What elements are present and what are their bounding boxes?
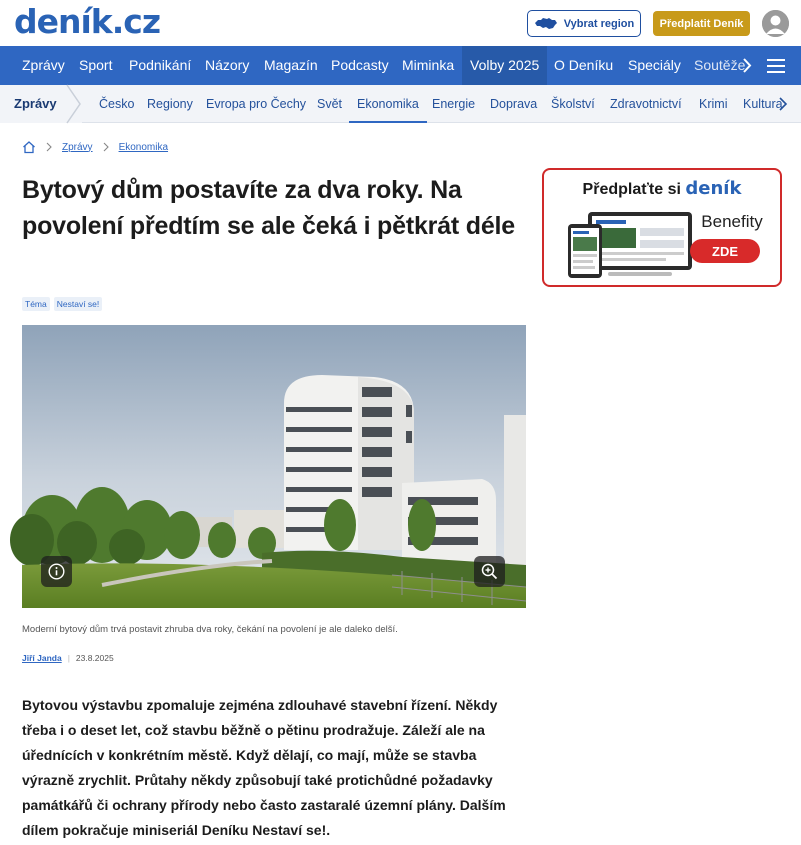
ad-brand: deník bbox=[685, 178, 742, 199]
subnav-item-doprava[interactable]: Doprava bbox=[490, 97, 538, 111]
subnav-item-cesko[interactable]: Česko bbox=[99, 97, 135, 111]
ad-head-text: Předplaťte si bbox=[582, 181, 681, 198]
select-region-button[interactable] bbox=[527, 10, 641, 37]
main-navigation bbox=[0, 46, 801, 85]
ad-benefity: Benefity bbox=[701, 212, 763, 231]
article-byline bbox=[22, 653, 114, 663]
user-avatar-icon[interactable] bbox=[762, 10, 789, 37]
nav-item-zpravy[interactable]: Zprávy bbox=[22, 57, 65, 73]
section-arrow-icon bbox=[66, 85, 82, 123]
subnav-scroll-right-icon[interactable] bbox=[778, 96, 788, 112]
nav-item-sport[interactable]: Sport bbox=[79, 57, 113, 73]
select-region-label: Vybrat region bbox=[563, 17, 635, 30]
publish-date: 23.8.2025 bbox=[75, 653, 114, 663]
nav-item-o-deniku[interactable]: O Deníku bbox=[554, 57, 614, 73]
ad-cta-button[interactable]: ZDE bbox=[690, 239, 760, 263]
subnav-item-zdravotnictvi[interactable]: Zdravotnictví bbox=[610, 97, 682, 111]
site-logo[interactable]: deník.cz bbox=[14, 2, 161, 41]
subscribe-button[interactable]: Předplatit Deník bbox=[653, 11, 750, 36]
article-perex: Bytovou výstavbu zpomaluje zejména zdlouhavé stavební řízení. Někdy třeba i o deset let, což stavbu běžně o pětinu prodražuje. Záleží ale na úřednících v konkrétním městě. Když dělají, co mají, může se stavba výrazně zrychlit. Průtahy někdy způsobují také protichůdné požadavky památkářů či ochrany přírody nebo často zastaralé územní plány. Dalším dílem pokračuje miniseriál Deníku Nestaví se!. bbox=[22, 697, 506, 838]
subnav-item-evropa-pro-cechy[interactable]: Evropa pro Čechy bbox=[206, 97, 307, 111]
info-icon bbox=[48, 563, 65, 580]
breadcrumb-separator-icon bbox=[102, 142, 110, 152]
nav-item-volby-2025[interactable]: Volby 2025 bbox=[462, 46, 547, 85]
nav-scroll-right-icon[interactable] bbox=[741, 56, 753, 75]
breadcrumb-separator-icon bbox=[45, 142, 53, 152]
subnav-section[interactable] bbox=[0, 85, 82, 123]
author-link[interactable]: Jiří Janda bbox=[22, 653, 62, 663]
nav-item-miminka[interactable]: Miminka bbox=[402, 57, 455, 73]
subnav-item-regiony[interactable]: Regiony bbox=[147, 97, 193, 111]
subnav-item-ekonomika[interactable]: Ekonomika bbox=[349, 85, 427, 123]
subnav-item-svet[interactable]: Svět bbox=[317, 97, 343, 111]
subnav-item-kultura[interactable]: Kultura bbox=[743, 97, 783, 111]
photo-caption: Moderní bytový dům trvá postavit zhruba dva roky, čekání na povolení je ale daleko delší. bbox=[22, 624, 398, 635]
ad-headline bbox=[544, 178, 780, 199]
nav-item-podcasty[interactable]: Podcasty bbox=[331, 57, 389, 73]
subnav-section-label: Zprávy bbox=[14, 96, 57, 111]
article-photo[interactable] bbox=[22, 325, 526, 608]
breadcrumb-link-ekonomika[interactable]: Ekonomika bbox=[118, 141, 169, 153]
top-header bbox=[0, 0, 801, 46]
zoom-in-icon bbox=[481, 563, 498, 580]
subnav-item-skolstvi[interactable]: Školství bbox=[551, 97, 595, 111]
nav-item-specialy[interactable]: Speciály bbox=[628, 57, 681, 73]
subnav-item-energie[interactable]: Energie bbox=[432, 97, 476, 111]
czech-map-icon bbox=[534, 17, 558, 30]
nav-item-souteze[interactable]: Soutěže bbox=[694, 57, 746, 73]
breadcrumb-link-zpravy[interactable]: Zprávy bbox=[62, 141, 93, 153]
breadcrumb bbox=[22, 139, 168, 155]
byline-separator: | bbox=[67, 653, 70, 663]
nav-item-podnikani[interactable]: Podnikání bbox=[129, 57, 192, 73]
nav-item-nazory[interactable]: Názory bbox=[205, 57, 250, 73]
subscription-ad-banner[interactable] bbox=[542, 168, 782, 287]
section-subnavigation bbox=[0, 85, 801, 123]
tag-tema[interactable]: Téma bbox=[22, 297, 50, 311]
photo-zoom-button[interactable] bbox=[474, 556, 505, 587]
article-tags bbox=[22, 297, 102, 311]
tag-nestavi-se[interactable]: Nestaví se! bbox=[54, 297, 103, 311]
article-headline: Bytový dům postavíte za dva roky. Na povolení předtím se ale čeká i pětkrát déle bbox=[22, 176, 515, 240]
hamburger-menu-icon[interactable] bbox=[767, 59, 785, 73]
photo-info-button[interactable] bbox=[41, 556, 72, 587]
devices-illustration-icon bbox=[568, 210, 698, 280]
nav-item-magazin[interactable]: Magazín bbox=[264, 57, 318, 73]
home-icon[interactable] bbox=[22, 140, 36, 154]
subnav-item-krimi[interactable]: Krimi bbox=[699, 97, 728, 111]
